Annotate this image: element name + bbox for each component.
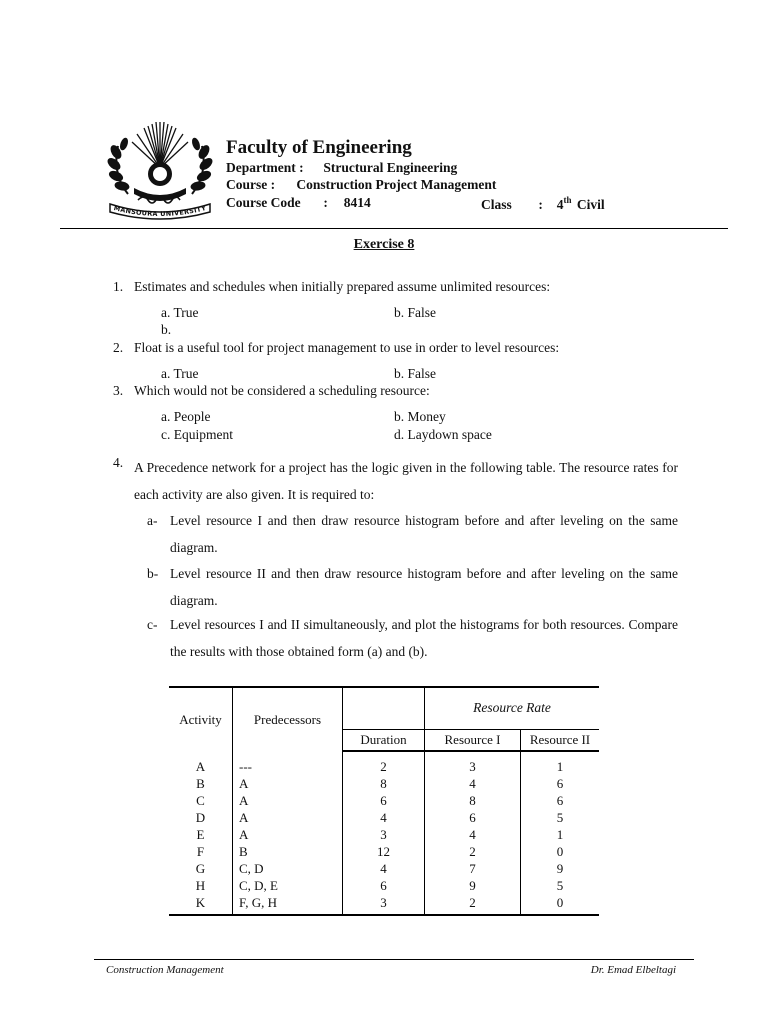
cell-resource-1: 8 xyxy=(425,792,521,809)
table-row xyxy=(169,826,599,843)
cell-resource-1: 2 xyxy=(425,843,521,860)
q4-part-b xyxy=(147,561,678,614)
table-row xyxy=(169,877,599,894)
cell-activity: K xyxy=(169,894,233,915)
q2-option-b: b. False xyxy=(394,366,436,381)
question-4-number: 4. xyxy=(113,455,124,470)
cell-resource-1: 3 xyxy=(425,751,521,775)
faculty-title: Faculty of Engineering xyxy=(226,137,412,158)
class-superscript: th xyxy=(563,195,572,205)
footer-left: Construction Management xyxy=(106,964,224,976)
cell-resource-1: 9 xyxy=(425,877,521,894)
cell-resource-2: 6 xyxy=(556,776,564,791)
cell-resource-2: 6 xyxy=(556,793,564,808)
cell-activity: C xyxy=(169,792,233,809)
q4-part-c-label: c- xyxy=(147,617,158,632)
course-label: Course : xyxy=(226,177,276,192)
cell-duration: 12 xyxy=(343,843,425,860)
cell-predecessors: A xyxy=(233,775,343,792)
cell-resource-2: 0 xyxy=(521,894,600,915)
course-line xyxy=(226,177,496,193)
cell-resource-1: 2 xyxy=(425,894,521,915)
cell-resource-2: 5 xyxy=(556,810,564,825)
q1-option-b-stray: b. xyxy=(161,322,172,337)
cell-resource-1: 4 xyxy=(425,826,521,843)
course-code-line xyxy=(226,195,371,211)
question-3-text: Which would not be considered a scheduling resource: xyxy=(134,383,430,398)
cell-activity: D xyxy=(169,809,233,826)
footer-divider xyxy=(94,959,694,960)
cell-resource-2: 1 xyxy=(556,827,564,842)
col-header-activity: Activity xyxy=(169,687,233,751)
cell-duration: 8 xyxy=(343,775,425,792)
q4-part-b-text: Level resource II and then draw resource histogram before and after leveling on the same diagram. xyxy=(170,566,678,608)
question-1-text: Estimates and schedules when initially prepared assume unlimited resources: xyxy=(134,279,551,294)
cell-duration: 2 xyxy=(343,751,425,775)
q4-part-a-label: a- xyxy=(147,513,158,528)
q3-option-b: b. Money xyxy=(394,409,446,424)
q3-option-a: a. People xyxy=(161,409,211,424)
q4-part-a-text: Level resource I and then draw resource histogram before and after leveling on the same diagram. xyxy=(170,513,678,555)
q1-option-a: a. True xyxy=(161,305,199,320)
cell-resource-2: 1 xyxy=(556,759,564,774)
table-row xyxy=(169,751,599,775)
course-code-label: Course Code xyxy=(226,195,301,210)
question-2-text: Float is a useful tool for project management to use in order to level resources: xyxy=(134,340,560,355)
cell-predecessors: B xyxy=(233,843,343,860)
cell-predecessors: A xyxy=(233,809,343,826)
cell-duration: 4 xyxy=(343,860,425,877)
table-row xyxy=(169,775,599,792)
table-row xyxy=(169,792,599,809)
col-header-resource-rate: Resource Rate xyxy=(425,687,600,729)
class-label: Class xyxy=(481,196,512,212)
q4-part-a xyxy=(147,508,678,561)
q3-option-c: c. Equipment xyxy=(161,427,233,442)
q2-option-a: a. True xyxy=(161,366,199,381)
question-2 xyxy=(113,340,559,356)
resource-table xyxy=(169,686,599,916)
department-label: Department : xyxy=(226,160,304,175)
cell-duration: 4 xyxy=(343,809,425,826)
department-line xyxy=(226,160,457,176)
table-row xyxy=(169,894,599,915)
cell-activity: G xyxy=(169,860,233,877)
cell-predecessors: A xyxy=(233,792,343,809)
footer-right: Dr. Emad Elbeltagi xyxy=(590,964,676,976)
university-logo xyxy=(104,116,216,220)
cell-activity: A xyxy=(169,751,233,775)
header-divider xyxy=(60,228,728,229)
class-line xyxy=(481,195,605,213)
cell-predecessors: --- xyxy=(233,751,343,775)
cell-duration: 3 xyxy=(343,894,425,915)
q4-part-c-text: Level resources I and II simultaneously, and plot the histograms for both resources. Compare the results with those obtained form (a) and (b). xyxy=(170,617,678,659)
question-2-number: 2. xyxy=(113,340,124,355)
svg-text:MANSOURA UNIVERSITY: MANSOURA UNIVERSITY xyxy=(112,204,208,219)
cell-predecessors: F, G, H xyxy=(233,894,343,915)
question-1 xyxy=(113,279,550,295)
table-row xyxy=(169,860,599,877)
question-4-text: A Precedence network for a project has the logic given in the following table. The resource rates for each activity are also given. It is required to: xyxy=(134,460,678,502)
cell-activity: B xyxy=(169,775,233,792)
course-value: Construction Project Management xyxy=(296,177,497,192)
course-code-sep: : xyxy=(323,195,328,210)
col-header-resource-1: Resource I xyxy=(425,729,521,751)
cell-predecessors: A xyxy=(233,826,343,843)
exercise-title: Exercise 8 xyxy=(353,237,415,252)
q4-part-b-label: b- xyxy=(147,566,159,581)
cell-resource-2: 0 xyxy=(556,844,564,859)
question-1-number: 1. xyxy=(113,279,124,294)
q4-part-c xyxy=(147,612,678,665)
cell-resource-1: 7 xyxy=(425,860,521,877)
cell-resource-1: 6 xyxy=(425,809,521,826)
cell-activity: E xyxy=(169,826,233,843)
col-header-duration: Duration xyxy=(343,729,425,751)
question-3 xyxy=(113,383,430,399)
table-row xyxy=(169,843,599,860)
table-row xyxy=(169,809,599,826)
cell-activity: H xyxy=(169,877,233,894)
course-code-value: 8414 xyxy=(343,195,371,210)
cell-predecessors: C, D xyxy=(233,860,343,877)
col-header-blank xyxy=(343,687,425,729)
department-value: Structural Engineering xyxy=(323,160,458,175)
cell-activity: F xyxy=(169,843,233,860)
col-header-resource-2: Resource II xyxy=(521,729,600,751)
cell-resource-2: 9 xyxy=(556,861,564,876)
class-number: 4 xyxy=(556,196,564,212)
cell-duration: 6 xyxy=(343,792,425,809)
q1-option-b: b. False xyxy=(394,305,436,320)
col-header-predecessors: Predecessors xyxy=(233,687,343,751)
cell-resource-2: 5 xyxy=(556,878,564,893)
cell-resource-1: 4 xyxy=(425,775,521,792)
cell-predecessors: C, D, E xyxy=(233,877,343,894)
cell-duration: 3 xyxy=(343,826,425,843)
q3-option-d: d. Laydown space xyxy=(394,427,492,442)
class-sep: : xyxy=(538,196,543,212)
class-value: Civil xyxy=(576,196,605,212)
cell-duration: 6 xyxy=(343,877,425,894)
question-3-number: 3. xyxy=(113,383,124,398)
